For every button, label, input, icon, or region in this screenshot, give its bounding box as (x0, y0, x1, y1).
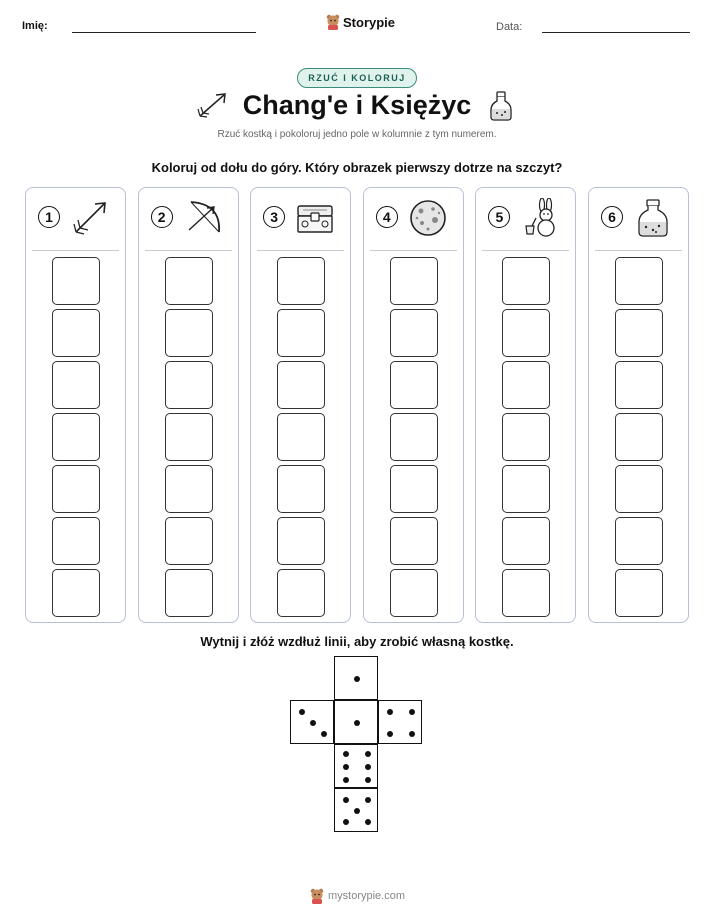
dice-pip (354, 808, 360, 814)
color-cell[interactable] (390, 309, 438, 357)
date-line[interactable] (542, 32, 690, 33)
dice-pip (365, 797, 371, 803)
date-label: Data: (496, 21, 523, 33)
column-2 (138, 187, 239, 623)
column-divider (370, 250, 457, 251)
color-cell[interactable] (502, 517, 550, 565)
column-number: 1 (38, 206, 60, 228)
color-cell[interactable] (615, 517, 663, 565)
dice-pip (310, 720, 316, 726)
color-cell[interactable] (52, 361, 100, 409)
color-cell[interactable] (52, 517, 100, 565)
color-cell[interactable] (277, 569, 325, 617)
dice-face-4 (378, 700, 422, 744)
name-line[interactable] (72, 32, 256, 33)
page-title: Chang'e i Księżyc (242, 90, 472, 120)
color-cell[interactable] (502, 465, 550, 513)
dice-face-1 (334, 700, 378, 744)
color-cell[interactable] (277, 413, 325, 461)
dice-pip (343, 777, 349, 783)
dice-net (290, 656, 424, 836)
color-cell[interactable] (52, 257, 100, 305)
color-cell[interactable] (165, 465, 213, 513)
color-cell[interactable] (502, 257, 550, 305)
badge-wrap (0, 68, 714, 88)
color-cell[interactable] (615, 309, 663, 357)
column-3 (250, 187, 351, 623)
dice-pip (365, 751, 371, 757)
color-cell[interactable] (165, 257, 213, 305)
color-cell[interactable] (165, 309, 213, 357)
column-divider (145, 250, 232, 251)
column-header (251, 188, 350, 250)
color-cell[interactable] (502, 569, 550, 617)
dice-pip (343, 751, 349, 757)
bear-footer-icon (310, 888, 324, 904)
color-cell[interactable] (615, 413, 663, 461)
column-5 (475, 187, 576, 623)
name-label: Imię: (22, 20, 48, 32)
color-cell[interactable] (390, 517, 438, 565)
color-cell[interactable] (390, 413, 438, 461)
dice-pip (321, 731, 327, 737)
color-cell[interactable] (52, 569, 100, 617)
bear-logo-icon (326, 14, 340, 30)
color-cell[interactable] (277, 257, 325, 305)
dice-face-3 (290, 700, 334, 744)
color-cell[interactable] (390, 569, 438, 617)
color-cell[interactable] (390, 465, 438, 513)
color-cell[interactable] (165, 361, 213, 409)
column-1 (25, 187, 126, 623)
dice-pip (343, 797, 349, 803)
brand-name: Storypie (343, 14, 396, 30)
potion-icon (633, 198, 673, 238)
color-cell[interactable] (165, 569, 213, 617)
color-cell[interactable] (615, 257, 663, 305)
color-cell[interactable] (390, 361, 438, 409)
color-cell[interactable] (277, 309, 325, 357)
column-number: 4 (376, 206, 398, 228)
dice-face-1 (334, 656, 378, 700)
column-number: 5 (488, 206, 510, 228)
footer (310, 888, 405, 904)
color-cell[interactable] (615, 465, 663, 513)
dice-pip (343, 764, 349, 770)
color-cell[interactable] (277, 361, 325, 409)
rabbit-icon (520, 198, 560, 238)
column-4 (363, 187, 464, 623)
column-number: 6 (601, 206, 623, 228)
color-cell[interactable] (52, 309, 100, 357)
dice-pip (387, 709, 393, 715)
column-header (26, 188, 125, 250)
arrow-icon (70, 198, 110, 238)
column-header (589, 188, 688, 250)
dice-face-6 (334, 744, 378, 788)
instruction: Koloruj od dołu do góry. Który obrazek pierwszy dotrze na szczyt? (151, 160, 563, 175)
color-cell[interactable] (502, 361, 550, 409)
bow-icon (183, 198, 223, 238)
column-divider (257, 250, 344, 251)
cut-instruction: Wytnij i złóż wzdłuż linii, aby zrobić własną kostkę. (200, 634, 514, 649)
column-header (139, 188, 238, 250)
dice-pip (409, 731, 415, 737)
column-divider (32, 250, 119, 251)
color-cell[interactable] (165, 413, 213, 461)
moon-icon (408, 198, 448, 238)
dice-pip (354, 676, 360, 682)
column-divider (482, 250, 569, 251)
potion-icon (488, 90, 514, 122)
color-cell[interactable] (52, 465, 100, 513)
dice-pip (343, 819, 349, 825)
brand-logo (326, 14, 395, 30)
dice-face-5 (334, 788, 378, 832)
color-cell[interactable] (165, 517, 213, 565)
color-cell[interactable] (277, 465, 325, 513)
color-cell[interactable] (615, 569, 663, 617)
column-number: 3 (263, 206, 285, 228)
footer-url[interactable]: mystorypie.com (328, 890, 406, 902)
column-header (364, 188, 463, 250)
dice-pip (365, 819, 371, 825)
color-cell[interactable] (502, 309, 550, 357)
color-cell[interactable] (277, 517, 325, 565)
color-cell[interactable] (502, 413, 550, 461)
dice-pip (299, 709, 305, 715)
column-header (476, 188, 575, 250)
dice-pip (409, 709, 415, 715)
column-number: 2 (151, 206, 173, 228)
column-6 (588, 187, 689, 623)
color-cell[interactable] (390, 257, 438, 305)
dice-pip (354, 720, 360, 726)
dice-pip (365, 777, 371, 783)
chest-icon (295, 198, 335, 238)
activity-badge: RZUĆ I KOLORUJ (297, 68, 417, 88)
column-divider (595, 250, 682, 251)
dice-pip (365, 764, 371, 770)
color-cell[interactable] (615, 361, 663, 409)
subtitle: Rzuć kostką i pokoloruj jedno pole w kolumnie z tym numerem. (217, 129, 497, 140)
color-cell[interactable] (52, 413, 100, 461)
dice-pip (387, 731, 393, 737)
